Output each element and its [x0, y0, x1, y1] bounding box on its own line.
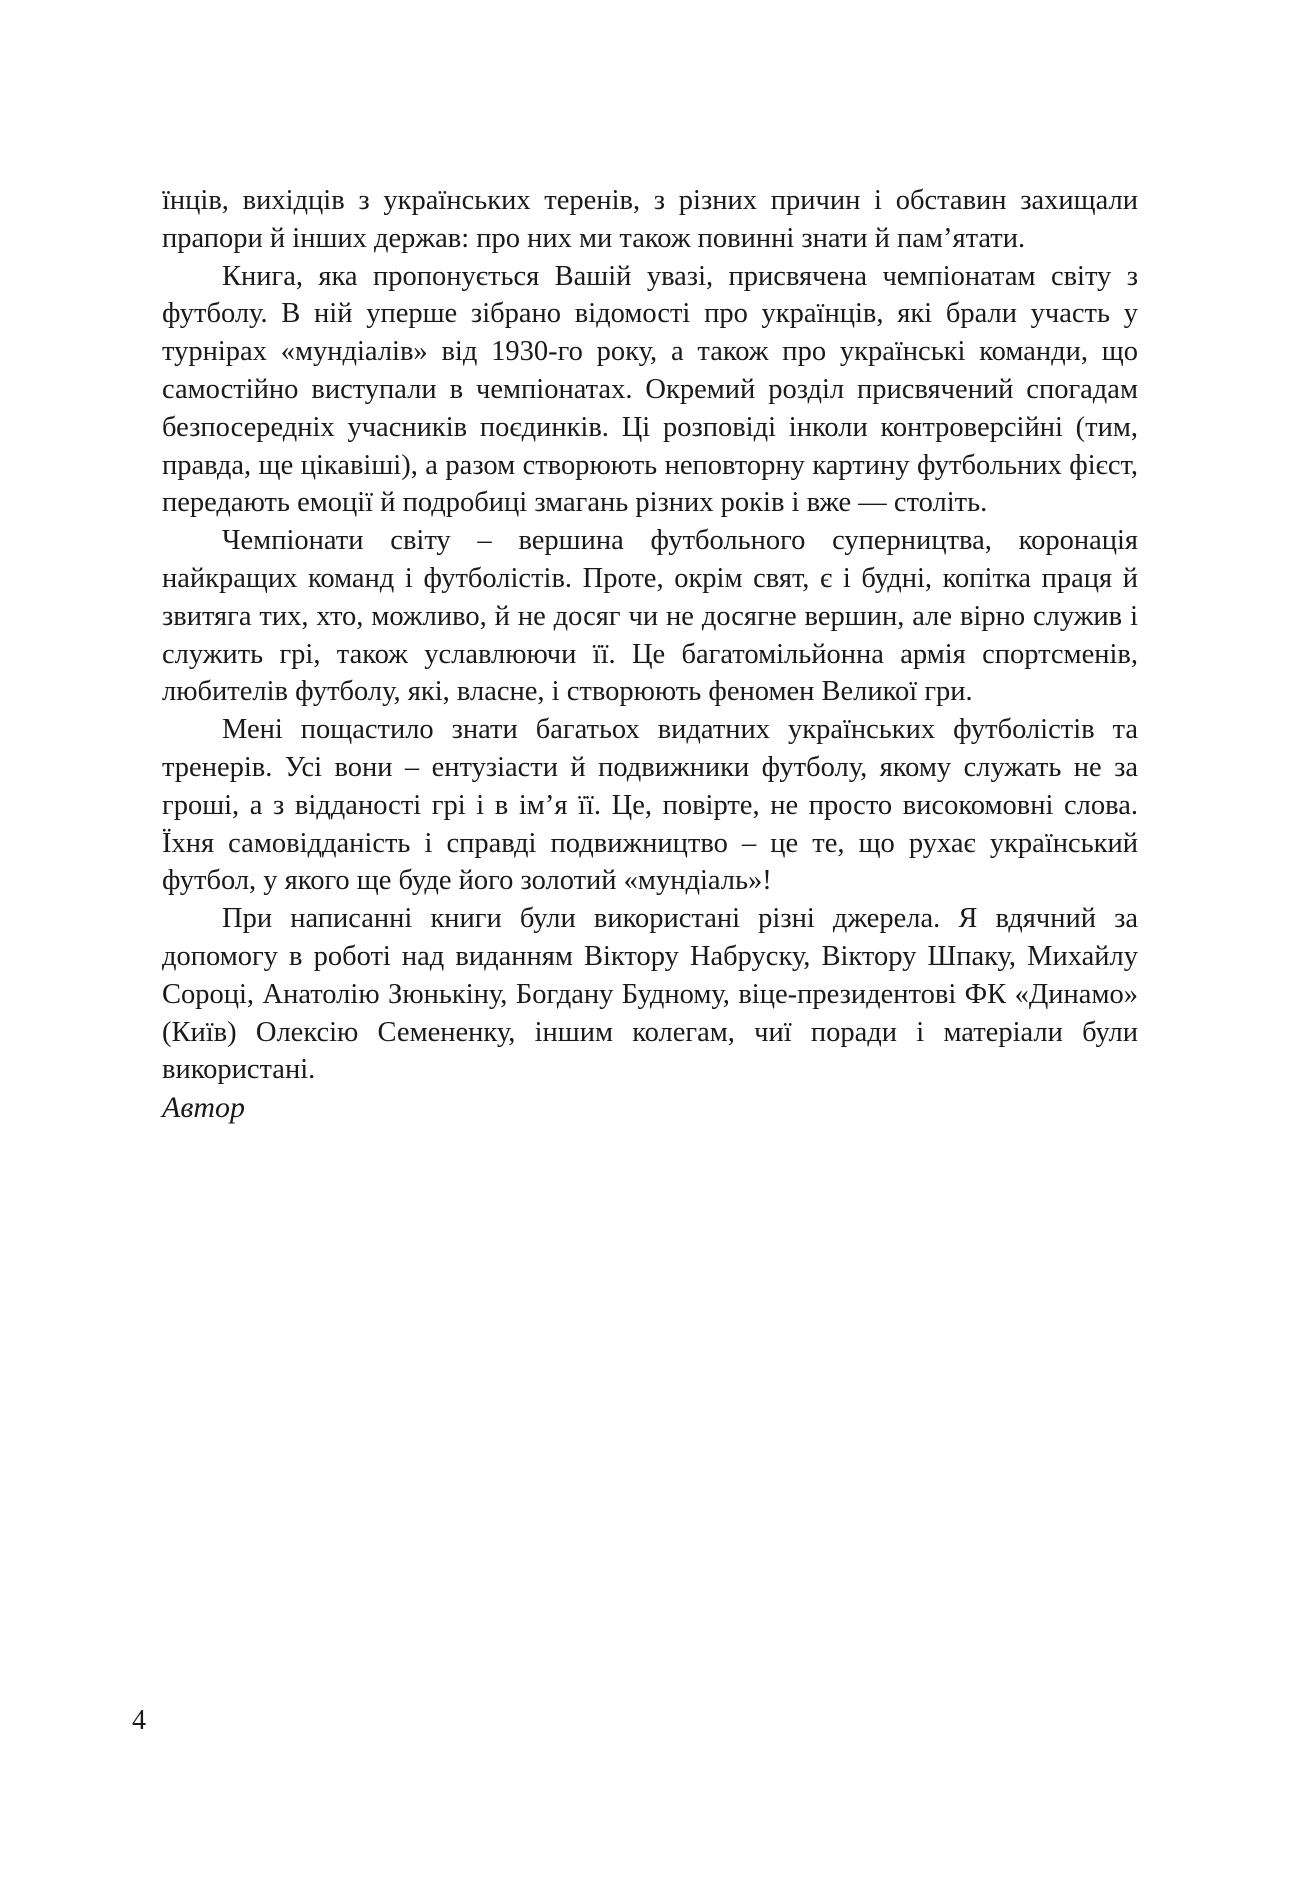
paragraph-footballers: Мені пощастило знати багатьох видатних українських футболістів та тренерів. Усі вони – ентузіасти й подвижники футболу, якому служать не за гроші, а з відданості грі і в ім’я її. Це, повірте, не просто високомовні слова. Їхня самовідданість і справді подвижництво – це те, що рухає український футбол, у якого ще буде його золотий «мундіаль»!	[162, 714, 1138, 897]
paragraph-continuation: їнців, вихідців з українських теренів, з різних причин і обставин захищали прапори й інших держав: про них ми також повинні знати й пам’ятати.	[162, 185, 1138, 254]
page-number: 4	[132, 1705, 146, 1736]
paragraph-world-cups: Чемпіонати світу – вершина футбольного суперництва, коронація найкращих команд і футболістів. Проте, окрім свят, є і будні, копітка праця й звитяга тих, хто, можливо, й не досяг чи не досягне вершин, але вірно служив і служить грі, також уславлюючи її. Це багатомільйонна армія спортсменів, любителів футболу, які, власне, і створюють феномен Великої гри.	[162, 525, 1138, 708]
paragraph-acknowledgements: При написанні книги були використані різні джерела. Я вдячний за допомогу в роботі над виданням Віктору Набруску, Віктору Шпаку, Михайлу Сороці, Анатолію Зюнькіну, Богдану Будному, віце-президентові ФК «Динамо» (Київ) Олексію Семененку, іншим колегам, чиї поради і матеріали були використані.	[162, 903, 1138, 1086]
author-signature: Автор	[162, 1091, 246, 1125]
paragraph-book-intro: Книга, яка пропонується Вашій увазі, присвячена чемпіонатам світу з футболу. В ній уперше зібрано відомості про українців, які брали участь у турнірах «мундіалів» від 1930-го року, а також про українські команди, що самостійно виступали в чемпіонатах. Окремий розділ присвячений спогадам безпосередніх учасників поєдинків. Ці розповіді інколи контроверсійні (тим, правда, ще цікавіші), а разом створюють неповторну картину футбольних фієст, передають емоції й подробиці змагань різних років і вже — століть.	[162, 260, 1138, 519]
body-text	[162, 182, 1138, 1127]
